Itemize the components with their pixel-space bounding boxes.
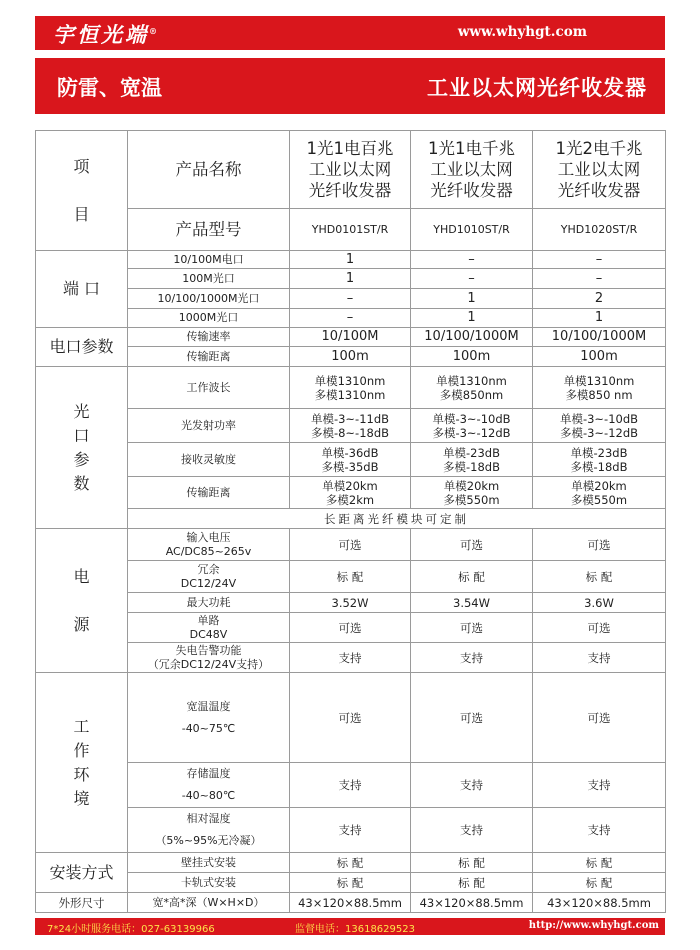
value-cell: 标 配: [411, 873, 533, 893]
table-row: [36, 328, 666, 347]
value-cell: 单模1310nm 多模1310nm: [290, 367, 411, 409]
value-cell: 支持: [290, 763, 411, 808]
value-cell: 1: [411, 289, 533, 309]
install-category: 安装方式: [36, 853, 128, 893]
supervise-phone: 监督电话：13618629523: [295, 924, 415, 935]
table-row: [36, 673, 666, 763]
value-cell: 支持: [533, 643, 666, 673]
product-name-cell: 1光1电千兆 工业以太网 光纤收发器: [411, 131, 533, 209]
value-cell: 3.52W: [290, 593, 411, 613]
table-row: [36, 763, 666, 808]
param-cell: 1000M光口: [128, 309, 290, 328]
value-cell: 43×120×88.5mm: [533, 893, 666, 913]
table-row: [36, 347, 666, 367]
value-cell: –: [533, 251, 666, 269]
param-cell: 输入电压 AC/DC85~265v: [128, 529, 290, 561]
value-cell: 单模-3~-11dB 多模-8~-18dB: [290, 409, 411, 443]
website-text: www.whyhgt.com: [457, 24, 587, 40]
param-cell: 传输距离: [128, 477, 290, 509]
table-row: [36, 593, 666, 613]
param-cell: 失电告警功能 （冗余DC12/24V支持）: [128, 643, 290, 673]
env-category: 工 作 环 境: [36, 673, 128, 853]
value-cell: 1: [290, 251, 411, 269]
optical-category: 光 口 参 数: [36, 367, 128, 529]
param-cell: 壁挂式安装: [128, 853, 290, 873]
value-cell: 单模20km 多模2km: [290, 477, 411, 509]
dims-category: 外形尺寸: [36, 893, 128, 913]
param-cell: 传输距离: [128, 347, 290, 367]
param-cell: 存储温度 -40~80℃: [128, 763, 290, 808]
value-cell: 43×120×88.5mm: [411, 893, 533, 913]
param-cell: 光发射功率: [128, 409, 290, 443]
param-cell: 卡轨式安装: [128, 873, 290, 893]
value-cell: 标 配: [290, 853, 411, 873]
value-cell: 可选: [290, 529, 411, 561]
value-cell: 可选: [411, 613, 533, 643]
value-cell: 3.54W: [411, 593, 533, 613]
value-cell: 10/100M: [290, 328, 411, 347]
table-row: [36, 289, 666, 309]
product-name-cell: 1光2电千兆 工业以太网 光纤收发器: [533, 131, 666, 209]
product-name-label: 产品名称: [128, 131, 290, 209]
value-cell: 单模20km 多模550m: [533, 477, 666, 509]
value-cell: 支持: [411, 643, 533, 673]
param-cell: 宽*高*深（W×H×D）: [128, 893, 290, 913]
value-cell: 1: [533, 309, 666, 328]
param-cell: 传输速率: [128, 328, 290, 347]
product-name-cell: 1光1电百兆 工业以太网 光纤收发器: [290, 131, 411, 209]
value-cell: 100m: [533, 347, 666, 367]
table-row: [36, 367, 666, 409]
table-row: [36, 529, 666, 561]
value-cell: 支持: [290, 808, 411, 853]
value-cell: 单模-3~-10dB 多模-3~-12dB: [533, 409, 666, 443]
spec-table: [35, 130, 666, 913]
value-cell: 单模1310nm 多模850nm: [411, 367, 533, 409]
param-cell: 100M光口: [128, 269, 290, 289]
value-cell: 可选: [411, 529, 533, 561]
table-row: [36, 443, 666, 477]
param-cell: 相对湿度 （5%~95%无冷凝）: [128, 808, 290, 853]
value-cell: 10/100/1000M: [533, 328, 666, 347]
table-row: [36, 561, 666, 593]
value-cell: 1: [290, 269, 411, 289]
port-category: 端 口: [36, 251, 128, 328]
table-row: [36, 269, 666, 289]
value-cell: –: [290, 289, 411, 309]
table-row: [36, 613, 666, 643]
value-cell: 43×120×88.5mm: [290, 893, 411, 913]
value-cell: 单模-23dB 多模-18dB: [533, 443, 666, 477]
product-model-cell: YHD1020ST/R: [533, 209, 666, 251]
title-banner: [35, 58, 665, 114]
value-cell: 单模-23dB 多模-18dB: [411, 443, 533, 477]
table-row: [36, 209, 666, 251]
value-cell: 标 配: [290, 561, 411, 593]
custom-module-note: 长距离光纤模块可定制: [128, 509, 666, 529]
footer-bar: [35, 918, 665, 935]
product-model-cell: YHD0101ST/R: [290, 209, 411, 251]
value-cell: 可选: [290, 673, 411, 763]
value-cell: 标 配: [533, 561, 666, 593]
param-cell: 10/100/1000M光口: [128, 289, 290, 309]
value-cell: 标 配: [411, 853, 533, 873]
elec-category: 电口参数: [36, 328, 128, 367]
param-cell: 最大功耗: [128, 593, 290, 613]
product-title: 工业以太网光纤收发器: [427, 76, 647, 100]
value-cell: 支持: [290, 643, 411, 673]
table-row: [36, 251, 666, 269]
feature-title: 防雷、宽温: [57, 76, 162, 100]
value-cell: 2: [533, 289, 666, 309]
value-cell: 可选: [533, 613, 666, 643]
table-row: [36, 873, 666, 893]
value-cell: 可选: [533, 673, 666, 763]
value-cell: 支持: [533, 763, 666, 808]
value-cell: 标 配: [533, 853, 666, 873]
value-cell: 100m: [290, 347, 411, 367]
value-cell: 1: [411, 309, 533, 328]
product-model-cell: YHD1010ST/R: [411, 209, 533, 251]
product-model-label: 产品型号: [128, 209, 290, 251]
value-cell: 可选: [533, 529, 666, 561]
brand-logo: 宇恒光端®: [53, 22, 157, 47]
value-cell: 单模-3~-10dB 多模-3~-12dB: [411, 409, 533, 443]
value-cell: 支持: [411, 808, 533, 853]
item-label: 项 目: [36, 131, 128, 251]
value-cell: –: [533, 269, 666, 289]
table-row: [36, 477, 666, 509]
value-cell: –: [290, 309, 411, 328]
value-cell: 单模20km 多模550m: [411, 477, 533, 509]
value-cell: 标 配: [290, 873, 411, 893]
param-cell: 宽温温度 -40~75℃: [128, 673, 290, 763]
value-cell: 单模1310nm 多模850 nm: [533, 367, 666, 409]
table-row: [36, 808, 666, 853]
service-phone: 7*24小时服务电话：027-63139966: [47, 924, 215, 935]
table-row: [36, 509, 666, 529]
table-row: [36, 853, 666, 873]
footer-website: http://www.whyhgt.com: [528, 920, 659, 931]
param-cell: 单路 DC48V: [128, 613, 290, 643]
value-cell: 10/100/1000M: [411, 328, 533, 347]
param-cell: 工作波长: [128, 367, 290, 409]
value-cell: 100m: [411, 347, 533, 367]
param-cell: 10/100M电口: [128, 251, 290, 269]
value-cell: 3.6W: [533, 593, 666, 613]
table-row: [36, 309, 666, 328]
param-cell: 接收灵敏度: [128, 443, 290, 477]
top-brand-bar: [35, 16, 665, 52]
value-cell: 标 配: [411, 561, 533, 593]
value-cell: 单模-36dB 多模-35dB: [290, 443, 411, 477]
table-row: [36, 643, 666, 673]
value-cell: 可选: [411, 673, 533, 763]
value-cell: 可选: [290, 613, 411, 643]
table-row: [36, 409, 666, 443]
value-cell: –: [411, 251, 533, 269]
value-cell: –: [411, 269, 533, 289]
power-category: 电 源: [36, 529, 128, 673]
table-row: [36, 131, 666, 209]
value-cell: 标 配: [533, 873, 666, 893]
value-cell: 支持: [533, 808, 666, 853]
table-row: [36, 893, 666, 913]
value-cell: 支持: [411, 763, 533, 808]
param-cell: 冗余 DC12/24V: [128, 561, 290, 593]
